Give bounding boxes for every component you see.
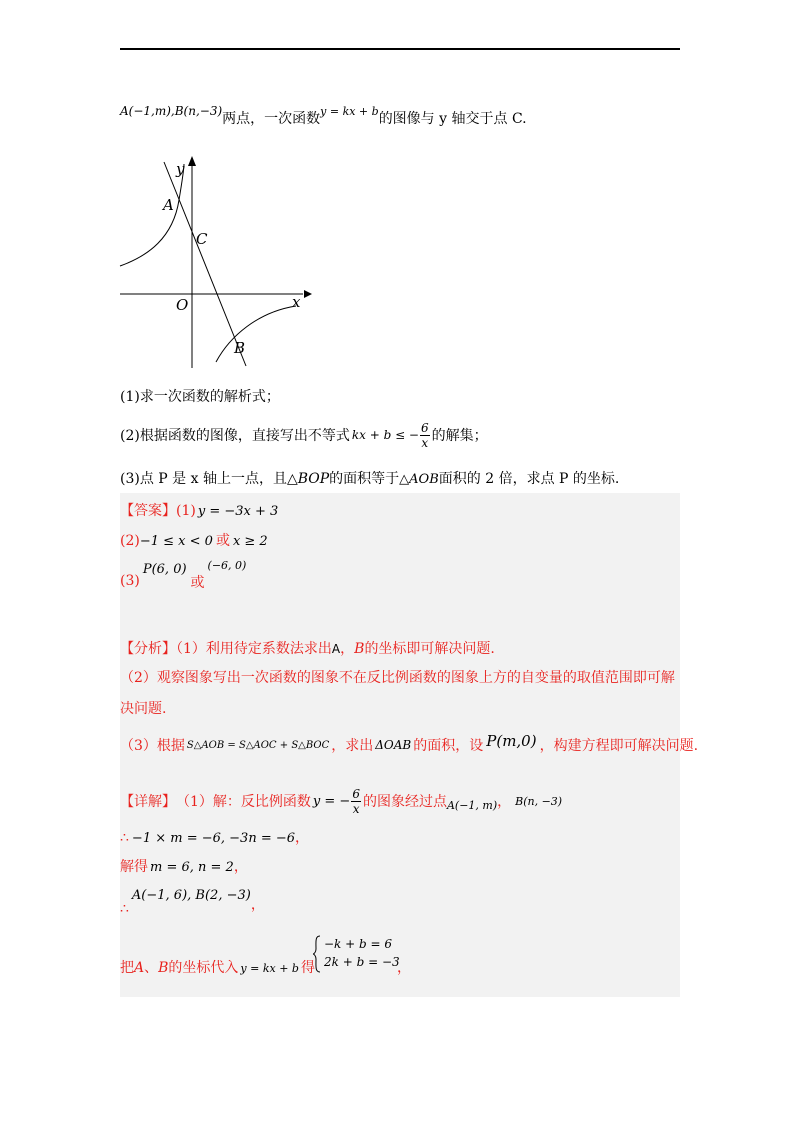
linear-function-line	[164, 162, 246, 366]
answer-3-right: (−6, 0)	[207, 559, 247, 572]
detail-2-therefore: ∴	[120, 830, 129, 846]
detail-5-point-b: B	[158, 960, 169, 976]
detail-1-text-a: （1）解：反比例函数	[176, 794, 311, 810]
answer-2-left: −1 ≤ x < 0	[139, 534, 213, 549]
q2-prefix: (2)根据函数的图像，直接写出不等式	[120, 428, 350, 444]
answer-line-3	[120, 556, 247, 591]
detail-label: 【详解】	[120, 794, 176, 810]
analysis-label: 【分析】	[120, 641, 176, 657]
detail-4-end: ，	[250, 897, 265, 913]
intro-text-1: 两点，一次函数	[222, 111, 321, 127]
analysis-4-text-d: ，构建方程即可解决问题.	[539, 738, 699, 754]
question-2	[120, 418, 488, 452]
detail-5-text-c: 得	[300, 960, 315, 976]
system-equation-2: 2k + b = −3	[324, 955, 400, 969]
analysis-4-point-p: P(m,0)	[486, 732, 537, 750]
label-y: y	[176, 160, 185, 178]
q3-suffix: 面积的 2 倍，求点 P 的坐标.	[438, 471, 620, 487]
analysis-4-text-a: （3）根据	[120, 738, 185, 754]
label-point-a: A	[163, 196, 174, 214]
label-point-c: C	[196, 230, 208, 248]
question-3	[120, 468, 619, 488]
detail-5-prefix: 把	[120, 960, 134, 976]
analysis-1-point-a: A	[331, 642, 341, 656]
answer-2-right: x ≥ 2	[232, 534, 268, 549]
detail-line-5	[120, 957, 315, 977]
detail-2-equation: −1 × m = −6, −3n = −6	[131, 831, 296, 846]
intro-text-2: 的图像与 y 轴交于点 C.	[378, 111, 527, 127]
answer-line-1	[120, 500, 278, 520]
problem-intro	[120, 100, 527, 127]
analysis-line-4	[120, 730, 698, 760]
detail-3-solution: m = 6, n = 2	[150, 860, 234, 875]
analysis-4-text-c: 的面积，设	[413, 738, 484, 754]
hyperbola-left-branch	[120, 164, 184, 266]
label-x: x	[292, 293, 301, 311]
answer-3-number: (3)	[120, 573, 140, 589]
q3-prefix: (3)点 P 是 x 轴上一点，且	[120, 471, 287, 487]
detail-5-func: y = kx + b	[240, 962, 299, 975]
label-origin: O	[176, 296, 189, 314]
q3-triangle-bop: △BOP	[286, 471, 330, 487]
answer-label: 【答案】	[120, 503, 176, 519]
answer-3-or: 或	[190, 575, 205, 591]
detail-line-2	[120, 827, 309, 847]
answer-3-left: P(6, 0)	[142, 562, 187, 577]
detail-3-prefix: 解得	[120, 859, 148, 875]
detail-5-mid: 、	[144, 960, 159, 976]
detail-2-end: ，	[295, 830, 310, 846]
detail-5-text-b: 的坐标代入	[168, 960, 239, 976]
system-equation-1: −k + b = 6	[324, 937, 393, 951]
analysis-line-1	[120, 638, 495, 658]
detail-5-point-a: A	[134, 960, 145, 976]
function-graph	[118, 150, 318, 372]
question-1: (1)求一次函数的解析式；	[120, 389, 280, 405]
q2-frac-num: 6	[421, 420, 429, 435]
detail-1-func: y = −	[312, 793, 351, 809]
q2-math: kx + b ≤ −	[351, 428, 419, 442]
detail-line-1	[120, 784, 562, 818]
detail-1-sep: ，	[497, 794, 512, 810]
detail-3-end: ，	[233, 859, 248, 875]
hyperbola-right-branch	[216, 306, 296, 362]
analysis-4-triangle: ΔOAB	[375, 738, 412, 752]
answer-line-2	[120, 530, 268, 550]
y-axis-arrow	[188, 156, 196, 166]
detail-1-frac-den: x	[352, 801, 360, 816]
q3-mid: 的面积等于	[329, 471, 400, 487]
detail-1-text-b: 的图象经过点	[362, 794, 447, 810]
answer-2-number: (2)	[120, 533, 140, 549]
detail-1-point-b: B(n, −3)	[515, 794, 563, 808]
x-axis-arrow	[304, 290, 312, 298]
analysis-line-3: 决问题.	[120, 701, 167, 717]
intro-func: y = kx + b	[320, 105, 379, 118]
detail-line-4	[120, 884, 265, 918]
detail-4-therefore: ∴	[120, 901, 129, 917]
q2-fraction	[420, 422, 430, 449]
analysis-1-text-a: （1）利用待定系数法求出	[176, 641, 332, 657]
answer-1-formula: y = −3x + 3	[197, 504, 279, 519]
q2-frac-den: x	[421, 435, 429, 450]
analysis-4-area-formula: S△AOB = S△AOC + S△BOC	[186, 739, 330, 751]
analysis-1-point-b: B	[354, 641, 365, 657]
detail-1-point-a: A(−1, m)	[446, 798, 498, 812]
detail-5-end: ，	[397, 960, 411, 976]
answer-1-number: (1)	[176, 503, 196, 519]
intro-points: A(−1,m),B(n,−3)	[120, 104, 223, 118]
answer-2-or: 或	[215, 533, 230, 549]
detail-1-frac-num: 6	[352, 786, 360, 801]
detail-1-fraction	[351, 788, 361, 815]
analysis-1-sep: ，	[340, 641, 355, 657]
header-rule	[120, 48, 680, 50]
detail-4-points: A(−1, 6), B(2, −3)	[131, 888, 251, 903]
system-brace	[312, 935, 322, 973]
analysis-line-2: （2）观察图象写出一次函数的图象不在反比例函数的图象上方的自变量的取值范围即可解	[120, 670, 675, 686]
detail-line-3	[120, 856, 248, 876]
q2-suffix: 的解集；	[431, 428, 488, 444]
analysis-4-text-b: ，求出	[331, 738, 374, 754]
analysis-1-text-b: 的坐标即可解决问题.	[364, 641, 495, 657]
q3-triangle-aob: △AOB	[399, 472, 439, 487]
label-point-b: B	[234, 339, 246, 357]
